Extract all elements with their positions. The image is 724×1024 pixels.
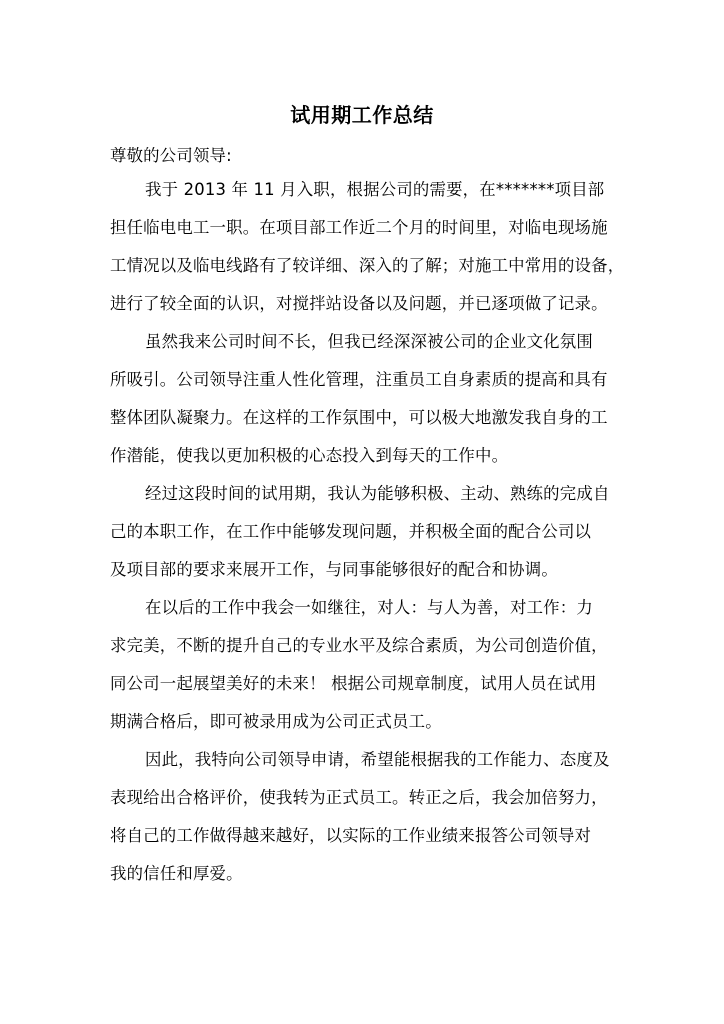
- paragraph-line: 因此，我特向公司领导申请，希望能根据我的工作能力、态度及: [145, 750, 610, 769]
- paragraph-line: 期满合格后，即可被录用成为公司正式员工。: [110, 712, 442, 731]
- paragraph-line: 同公司一起展望美好的未来！ 根据公司规章制度，试用人员在试用: [110, 674, 597, 693]
- paragraph-line: 求完美，不断的提升自己的专业水平及综合素质，为公司创造价值，: [110, 636, 608, 655]
- paragraph-line: 己的本职工作，在工作中能够发现问题，并积极全面的配合公司以: [110, 522, 592, 541]
- salutation: 尊敬的公司领导:: [110, 146, 232, 165]
- paragraph-1: [110, 175, 630, 327]
- paragraph-line: 虽然我来公司时间不长，但我已经深深被公司的企业文化氛围: [145, 332, 593, 351]
- paragraph-line: 表现给出合格评价，使我转为正式员工。转正之后，我会加倍努力，: [110, 788, 608, 807]
- paragraph-4: [110, 593, 630, 745]
- document-body: [110, 141, 630, 897]
- paragraph-line: 整体团队凝聚力。在这样的工作氛围中，可以极大地激发我自身的工: [110, 408, 608, 427]
- paragraph-line: 作潜能，使我以更加积极的心态投入到每天的工作中。: [110, 446, 509, 465]
- paragraph-line: 及项目部的要求来展开工作，与同事能够很好的配合和协调。: [110, 560, 558, 579]
- paragraph-line: 经过这段时间的试用期，我认为能够积极、主动、熟练的完成自: [145, 484, 610, 503]
- paragraph-line: 工情况以及临电线路有了较详细、深入的了解；对施工中常用的设备，: [110, 256, 625, 275]
- paragraph-line: 我的信任和厚爱。: [110, 864, 243, 883]
- paragraph-2: [110, 327, 630, 479]
- paragraph-line: 所吸引。公司领导注重人性化管理，注重员工自身素质的提高和具有: [110, 370, 608, 389]
- paragraph-line: 在以后的工作中我会一如继往，对人：与人为善，对工作：力: [145, 598, 593, 617]
- paragraph-3: [110, 479, 630, 593]
- paragraph-5: [110, 745, 630, 897]
- paragraph-line: 我于 2013 年 11 月入职，根据公司的需要，在*******项目部: [145, 180, 605, 199]
- document-title: 试用期工作总结: [290, 103, 434, 127]
- paragraph-line: 将自己的工作做得越来越好，以实际的工作业绩来报答公司领导对: [110, 826, 592, 845]
- paragraph-line: 担任临电电工一职。在项目部工作近二个月的时间里，对临电现场施: [110, 218, 608, 237]
- paragraph-line: 进行了较全面的认识，对搅拌站设备以及问题，并已逐项做了记录。: [110, 294, 608, 313]
